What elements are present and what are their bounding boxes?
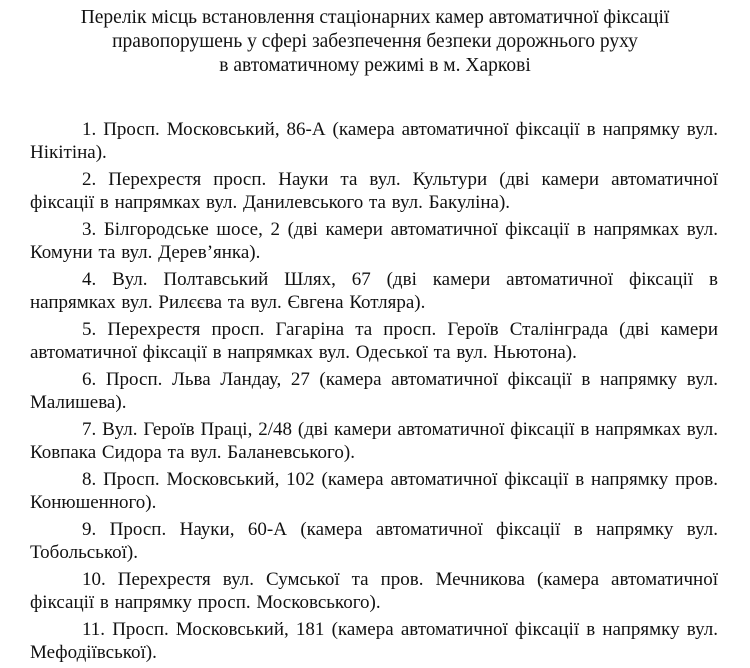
camera-location-list [30,118,718,668]
list-item: 4. Вул. Полтавський Шлях, 67 (дві камери автоматичної фіксації в напрямках вул. Рилєєва та вул. Євгена Котляра). [30,269,718,313]
list-item: 3. Білгородське шосе, 2 (дві камери автоматичної фіксації в напрямках вул. Комуни та вул. Дерев’янка). [30,219,718,263]
list-item: 5. Перехрестя просп. Гагаріна та просп. Героїв Сталінграда (дві камери автоматичної фіксації в напрямках вул. Одеської та вул. Ньютона). [30,319,718,363]
list-item: 7. Вул. Героїв Праці, 2/48 (дві камери автоматичної фіксації в напрямках вул. Ковпака Сидора та вул. Баланевського). [30,419,718,463]
list-item: 11. Просп. Московський, 181 (камера автоматичної фіксації в напрямку вул. Мефодіївської). [30,619,718,663]
title-line-2: правопорушень у сфері забезпечення безпеки дорожнього руху [112,31,638,52]
title-line-3: в автоматичному режимі в м. Харкові [219,55,531,76]
list-item: 8. Просп. Московський, 102 (камера автоматичної фіксації в напрямку пров. Конюшенного). [30,469,718,513]
document-title [40,6,710,78]
list-item: 10. Перехрестя вул. Сумської та пров. Мечникова (камера автоматичної фіксації в напрямку просп. Московського). [30,569,718,613]
list-item: 1. Просп. Московський, 86-А (камера автоматичної фіксації в напрямку вул. Нікітіна). [30,119,718,163]
list-item: 6. Просп. Льва Ландау, 27 (камера автоматичної фіксації в напрямку вул. Малишева). [30,369,718,413]
list-item: 9. Просп. Науки, 60-А (камера автоматичної фіксації в напрямку вул. Тобольської). [30,519,718,563]
list-item: 2. Перехрестя просп. Науки та вул. Культури (дві камери автоматичної фіксації в напрямках вул. Данилевського та вул. Бакуліна). [30,169,718,213]
title-line-1: Перелік місць встановлення стаціонарних камер автоматичної фіксації [80,7,670,28]
